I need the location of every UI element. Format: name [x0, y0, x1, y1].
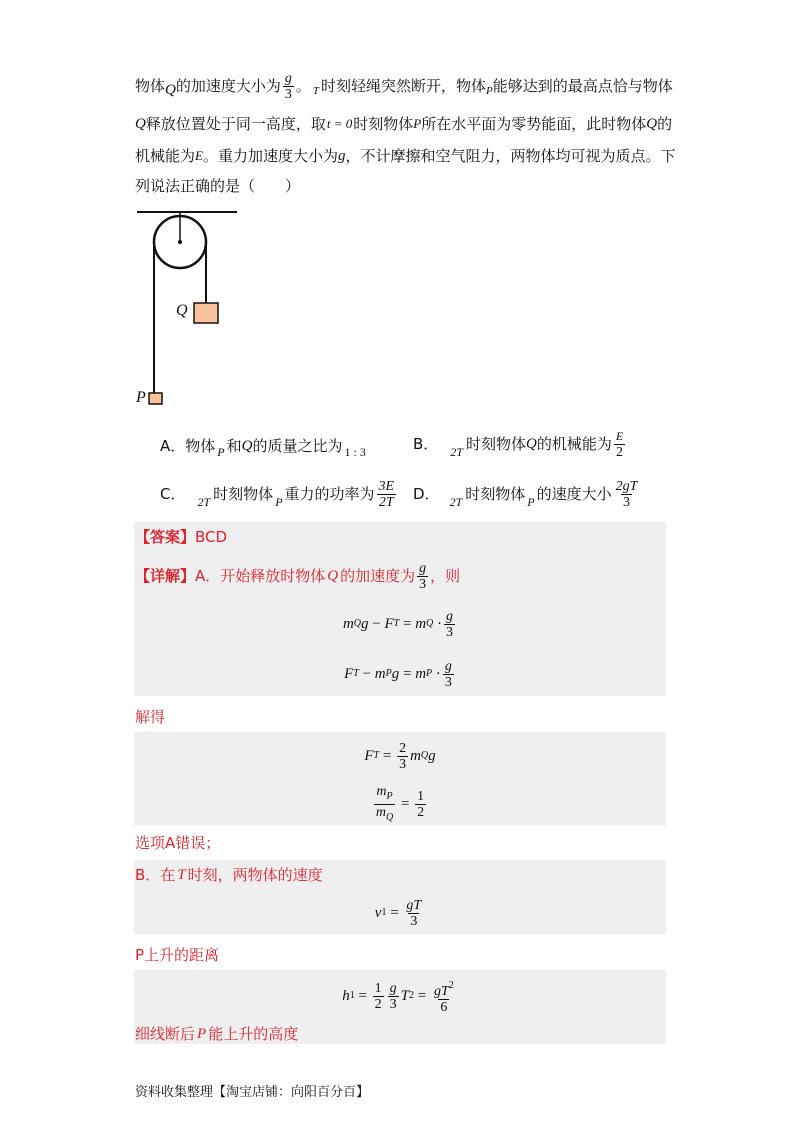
footer: 资料收集整理【淘宝店铺：向阳百分百】: [135, 1085, 370, 1100]
pulley-axle: [178, 240, 182, 244]
equation-3: F T = $\frac{2}{3}$ m Q g: [364, 740, 436, 772]
equation-6: h 1 = $\frac{1}{2}$ $\frac{g}{3}$ T 2 = $\frac{gT^2}{6}$: [342, 979, 454, 1015]
equation-1: m Q g − F T = m Q · $\frac{g}{3}$: [342, 608, 454, 640]
answer-value: BCD: [195, 528, 228, 546]
intro-text: 的加速度大小为: [175, 77, 281, 95]
answer-label: 【答案】: [135, 528, 196, 546]
option-a[interactable]: A．物体 P 和 Q 的质量之比为 1 : 3: [160, 436, 366, 456]
var-p: P: [197, 1026, 207, 1042]
var-q: Q: [135, 116, 146, 132]
answer-line: [135, 527, 227, 547]
p-rise-label: P上升的距离: [135, 946, 220, 964]
var-q: Q: [646, 116, 658, 132]
option-c[interactable]: C． 2T 时刻物体 P 重力的功率为 $\frac{3E}{2T}$: [160, 474, 398, 514]
var-p: P: [275, 495, 283, 509]
fraction-g-over-3: $\frac{g}{3}$: [284, 70, 292, 102]
intro-line-2: [135, 114, 672, 134]
var-q: Q: [241, 438, 253, 454]
intro-text: 机械能为: [135, 147, 196, 165]
equation-4: $\frac{m_P}{m_Q}$ = $\frac{1}{2}$: [375, 783, 425, 823]
var-p: P: [486, 85, 493, 97]
pulley-figure: [130, 200, 250, 410]
fraction-g-over-3: $\frac{g}{3}$: [419, 560, 427, 592]
intro-text: 。重力加速度大小为: [202, 147, 338, 165]
part-b-line: B．在 T 时刻，两物体的速度: [135, 866, 323, 884]
var-q: Q: [165, 82, 176, 98]
solve-label: 解得: [135, 708, 166, 726]
block-p: [149, 393, 162, 404]
intro-text: 能够达到的最高点恰与物体: [492, 77, 673, 95]
intro-text: 物体: [135, 77, 166, 95]
var-q: Q: [327, 568, 339, 584]
var-t0: t = 0: [326, 116, 353, 131]
fraction-3e-over-2t: $\frac{3E}{2T}$: [378, 478, 395, 510]
detail-line: 【详解】 A．开始释放时物体 Q 的加速度为 $\frac{g}{3}$ ，则: [135, 560, 461, 592]
block-q: [194, 303, 218, 323]
intro-line-1: [135, 70, 673, 102]
var-t: T: [312, 85, 320, 97]
intro-text: 释放位置处于同一高度，取: [145, 115, 326, 133]
intro-line-3: [135, 146, 676, 166]
var-q: Q: [526, 436, 537, 452]
var-t: T: [177, 867, 186, 883]
var-p: P: [217, 445, 225, 459]
intro-text: 的: [657, 115, 673, 133]
intro-text: 所在水平面为零势能面，此时物体: [421, 115, 647, 133]
var-e: E: [195, 148, 203, 163]
var-2t: 2T: [197, 495, 211, 509]
fraction-2gt-over-3: $\frac{2gT}{3}$: [615, 478, 638, 510]
var-2t: 2T: [449, 495, 463, 509]
var-2t: 2T: [450, 445, 463, 459]
label-q: Q: [176, 302, 188, 319]
conclusion-a: 选项A错误；: [135, 834, 221, 852]
var-g: g: [337, 148, 346, 164]
intro-text: 。: [295, 77, 311, 95]
intro-line-4: 列说法正确的是（ ）: [135, 177, 301, 195]
intro-text: ，不计摩擦和空气阻力，两物体均可视为质点。下: [345, 147, 676, 165]
equation-5: v 1 = $\frac{gT}{3}$: [374, 897, 422, 929]
detail-label: 【详解】: [135, 567, 196, 585]
intro-text: 时刻轻绳突然断开，物体: [321, 77, 487, 95]
intro-text: 时刻物体: [353, 115, 414, 133]
label-p: P: [136, 389, 146, 406]
var-p: P: [527, 495, 535, 509]
fraction-e-over-2: $\frac{E}{2}$: [615, 428, 624, 460]
option-b[interactable]: B． 2T 时刻物体 Q 的机械能为 $\frac{E}{2}$: [413, 424, 627, 464]
after-break-line: 细线断后 P 能上升的高度: [135, 1025, 299, 1043]
equation-2: F T − m P g = m P · $\frac{g}{3}$: [344, 658, 452, 690]
var-p: P: [413, 116, 422, 131]
ratio: 1 : 3: [344, 445, 366, 459]
option-d[interactable]: D． 2T 时刻物体 P 的速度大小 $\frac{2gT}{3}$: [413, 474, 641, 514]
